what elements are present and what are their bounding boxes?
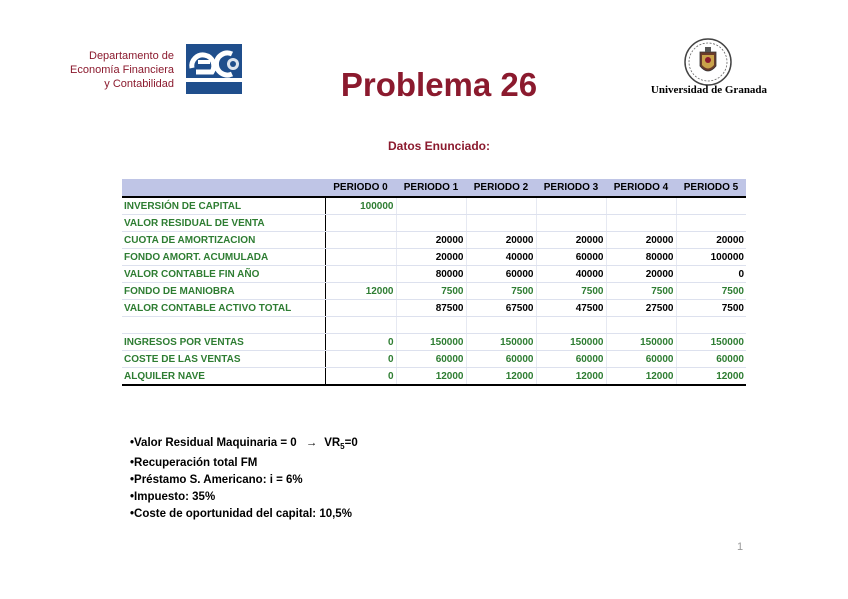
table-cell — [466, 197, 536, 215]
table-row — [122, 334, 746, 351]
table-cell: 60000 — [536, 351, 606, 368]
column-header: PERIODO 2 — [466, 179, 536, 197]
row-label — [122, 317, 325, 334]
table-cell: 100000 — [676, 249, 746, 266]
table-cell: 60000 — [606, 351, 676, 368]
row-label: INGRESOS POR VENTAS — [122, 334, 325, 351]
table-row — [122, 351, 746, 368]
column-header: PERIODO 0 — [325, 179, 396, 197]
table-cell: 20000 — [536, 232, 606, 249]
table-cell: 47500 — [536, 300, 606, 317]
table-row — [122, 197, 746, 215]
table-cell: 40000 — [536, 266, 606, 283]
table-cell: 80000 — [396, 266, 466, 283]
table-cell: 20000 — [396, 249, 466, 266]
column-header — [122, 179, 325, 197]
note-item: •Recuperación total FM — [130, 457, 258, 469]
row-label: VALOR RESIDUAL DE VENTA — [122, 215, 325, 232]
table-cell: 150000 — [676, 334, 746, 351]
table-cell — [676, 197, 746, 215]
table-cell — [325, 232, 396, 249]
table-cell — [606, 197, 676, 215]
table-cell: 20000 — [466, 232, 536, 249]
department-line: Economía Financiera — [70, 64, 174, 76]
row-label: FONDO DE MANIOBRA — [122, 283, 325, 300]
table-cell: 60000 — [536, 249, 606, 266]
column-header: PERIODO 4 — [606, 179, 676, 197]
table-cell — [325, 249, 396, 266]
page-title: Problema 26 — [340, 66, 538, 103]
note-item — [130, 435, 358, 455]
table-cell: 87500 — [396, 300, 466, 317]
arrow-right-icon: → — [305, 437, 318, 449]
row-label: VALOR CONTABLE FIN AÑO — [122, 266, 325, 283]
table-row — [122, 215, 746, 232]
table-cell: 150000 — [396, 334, 466, 351]
table-cell: 12000 — [325, 283, 396, 300]
department-name — [52, 49, 174, 91]
table-cell: 60000 — [466, 266, 536, 283]
table-cell — [536, 197, 606, 215]
table-cell — [325, 317, 396, 334]
table-cell: 150000 — [536, 334, 606, 351]
table-cell — [606, 317, 676, 334]
note-text: VR — [324, 437, 341, 449]
note-subscript: 5 — [340, 442, 345, 451]
row-label: ALQUILER NAVE — [122, 368, 325, 386]
column-header: PERIODO 1 — [396, 179, 466, 197]
table-cell — [676, 215, 746, 232]
table-cell — [466, 317, 536, 334]
column-header: PERIODO 3 — [536, 179, 606, 197]
table-cell — [325, 266, 396, 283]
section-subtitle: Datos Enunciado: — [387, 139, 490, 153]
note-item: •Impuesto: 35% — [130, 491, 216, 503]
table-cell: 0 — [325, 334, 396, 351]
table-cell: 67500 — [466, 300, 536, 317]
row-label: INVERSIÓN DE CAPITAL — [122, 197, 325, 215]
note-text: •Valor Residual Maquinaria = 0 — [130, 437, 297, 449]
table-cell: 27500 — [606, 300, 676, 317]
table-cell — [396, 317, 466, 334]
university-seal-icon — [684, 38, 732, 86]
table-cell: 7500 — [396, 283, 466, 300]
table-row — [122, 283, 746, 300]
notes-list — [130, 435, 358, 523]
table-cell: 100000 — [325, 197, 396, 215]
table-cell: 7500 — [466, 283, 536, 300]
column-header: PERIODO 5 — [676, 179, 746, 197]
table-row — [122, 249, 746, 266]
table-cell: 20000 — [606, 266, 676, 283]
table-cell: 0 — [325, 368, 396, 386]
data-table — [122, 179, 746, 386]
table-row — [122, 266, 746, 283]
table-row — [122, 300, 746, 317]
row-label: VALOR CONTABLE ACTIVO TOTAL — [122, 300, 325, 317]
page-number: 1 — [736, 541, 744, 553]
department-line: y Contabilidad — [104, 78, 174, 90]
table-cell: 12000 — [536, 368, 606, 386]
table-cell: 60000 — [466, 351, 536, 368]
table-cell: 60000 — [676, 351, 746, 368]
table-cell: 12000 — [466, 368, 536, 386]
table-row — [122, 368, 746, 386]
table-cell: 40000 — [466, 249, 536, 266]
table-cell: 7500 — [536, 283, 606, 300]
department-line: Departamento de — [89, 50, 174, 62]
table-cell: 20000 — [676, 232, 746, 249]
table-cell — [606, 215, 676, 232]
row-label: CUOTA DE AMORTIZACION — [122, 232, 325, 249]
table-cell — [536, 215, 606, 232]
table-header-row — [122, 179, 746, 197]
table-cell: 60000 — [396, 351, 466, 368]
table-cell: 150000 — [466, 334, 536, 351]
note-item: •Coste de oportunidad del capital: 10,5% — [130, 508, 352, 520]
table-cell: 20000 — [606, 232, 676, 249]
table-cell: 7500 — [676, 300, 746, 317]
row-label: FONDO AMORT. ACUMULADA — [122, 249, 325, 266]
table-cell — [676, 317, 746, 334]
table-cell — [325, 300, 396, 317]
table-cell: 12000 — [396, 368, 466, 386]
table-cell: 12000 — [606, 368, 676, 386]
note-item: •Préstamo S. Americano: i = 6% — [130, 474, 303, 486]
table-cell — [396, 197, 466, 215]
table-cell — [325, 215, 396, 232]
table-row — [122, 232, 746, 249]
note-text: =0 — [344, 437, 358, 449]
table-cell: 7500 — [606, 283, 676, 300]
table-cell: 0 — [676, 266, 746, 283]
table-cell — [466, 215, 536, 232]
table-cell: 0 — [325, 351, 396, 368]
table-cell: 150000 — [606, 334, 676, 351]
table-cell: 80000 — [606, 249, 676, 266]
table-cell: 20000 — [396, 232, 466, 249]
table-cell — [536, 317, 606, 334]
table-cell: 7500 — [676, 283, 746, 300]
table-cell — [396, 215, 466, 232]
department-logo — [186, 44, 242, 94]
university-name: Universidad de Granada — [650, 84, 768, 96]
row-label: COSTE DE LAS VENTAS — [122, 351, 325, 368]
table-cell: 12000 — [676, 368, 746, 386]
table-row — [122, 317, 746, 334]
